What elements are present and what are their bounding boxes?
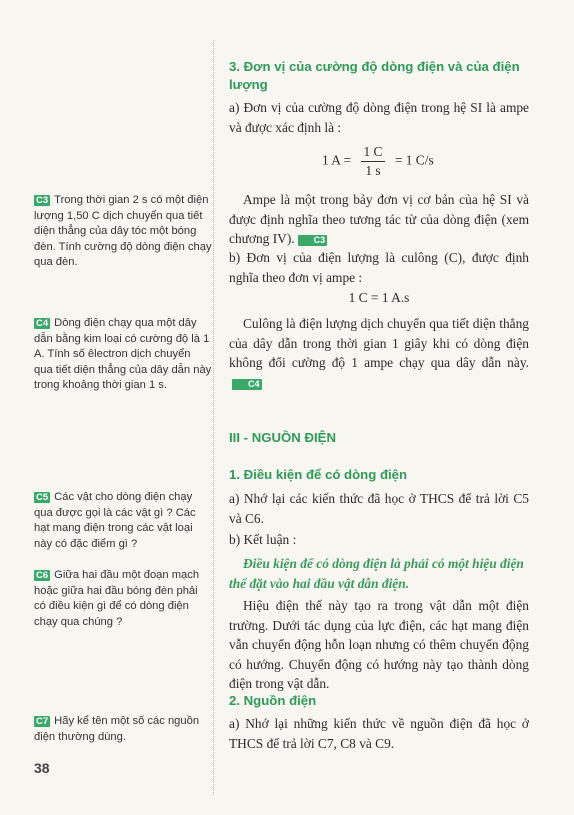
question-tag: C3 xyxy=(36,195,49,206)
fraction-numerator: 1 C xyxy=(361,144,386,162)
subsection-1-heading: 1. Điều kiện để có dòng điện xyxy=(229,467,408,482)
question-text: Dòng điện chạy qua một dây dẫn bằng kim loại có cường độ là 1 A. Tính số êlectron dịch chuyển qua tiết diện thẳng của dây dẫn này trong khoảng thời gian 1 s. xyxy=(34,317,212,392)
question-text: Giữa hai đầu một đoạn mạch hoặc giữa hai đầu bóng đèn phải có điều kiện gì để có dòng điện chạy qua chúng ? xyxy=(34,569,200,628)
conclusion-text: Điều kiện để có dòng điện là phải có một hiệu điện thế đặt vào hai đầu vật dẫn điện. xyxy=(229,556,524,591)
question-tag: C4 xyxy=(36,318,49,329)
question-c5 xyxy=(34,490,212,552)
section-iii-heading: III - NGUỒN ĐIỆN xyxy=(229,430,336,445)
sec-iii-a2-text: a) Nhớ lại những kiến thức về nguồn điện đã học ở THCS để trả lời C7, C8 và C9. xyxy=(229,716,529,751)
question-text: Trong thời gian 2 s có một điện lượng 1,50 C dịch chuyển qua tiết diện thẳng của dây tóc một bóng đèn. Tính cường độ dòng điện chạy qua đèn. xyxy=(34,194,212,269)
formula-ampe xyxy=(322,144,434,179)
question-text: Các vật cho dòng điện chạy qua được gọi là các vật gì ? Các hạt mang điện trong các vật loại này có đặc điểm gì ? xyxy=(34,491,196,550)
ampe-text: Ampe là một trong bảy đơn vị cơ bản của hệ SI và được định nghĩa theo tương tác từ của dòng điện (xem chương IV). xyxy=(229,192,529,246)
sec3-a-text: a) Đơn vị của cường độ dòng điện trong hệ SI là ampe và được xác định là : xyxy=(229,100,529,135)
coulomb-definition xyxy=(229,314,529,392)
sec3-b-text: b) Đơn vị của điện lượng là culông (C), được định nghĩa theo đơn vị ampe : xyxy=(229,250,529,285)
question-tag: C5 xyxy=(36,492,49,503)
question-tag: C6 xyxy=(36,570,49,581)
section-3-heading: 3. Đơn vị của cường độ dòng điện và của điện lượng xyxy=(229,59,520,92)
column-divider xyxy=(213,40,214,795)
sec-iii-b-text: b) Kết luận : xyxy=(229,532,297,547)
question-tag: C7 xyxy=(36,716,49,727)
question-c3 xyxy=(34,193,212,271)
question-c4 xyxy=(34,316,212,394)
formula-rhs: = 1 C/s xyxy=(394,152,434,168)
question-text: Hãy kể tên một số các nguồn điện thường dùng. xyxy=(34,715,200,743)
sec-iii-a-text: a) Nhớ lại các kiến thức đã học ở THCS để trả lời C5 và C6. xyxy=(229,491,529,526)
question-ref-tag: C4 xyxy=(232,379,262,390)
subsection-2-heading: 2. Nguồn điện xyxy=(229,693,317,708)
question-ref-tag: C3 xyxy=(298,235,328,246)
explanation-text: Hiệu điện thế này tạo ra trong vật dẫn một điện trường. Dưới tác dụng của lực điện, các hạt mang điện vẫn chuyển động hỗn loạn nhưng có thêm chuyển động có hướng. Chuyển động có hướng này tạo thành dòng điện trong vật dẫn. xyxy=(229,598,529,691)
page-number: 38 xyxy=(34,760,50,776)
question-c7 xyxy=(34,714,212,745)
fraction-denominator: 1 s xyxy=(365,163,381,178)
question-c6 xyxy=(34,568,212,630)
coulomb-text: Culông là điện lượng dịch chuyển qua tiết diện thẳng của dây dẫn trong thời gian 1 giây khi có dòng điện không đổi cường độ 1 ampe chạy qua dây dẫn này. xyxy=(229,316,529,370)
formula-lhs: 1 A = xyxy=(322,152,352,168)
formula-coulomb: 1 C = 1 A.s xyxy=(348,290,410,305)
ampe-definition xyxy=(229,190,529,249)
fraction xyxy=(361,144,386,179)
